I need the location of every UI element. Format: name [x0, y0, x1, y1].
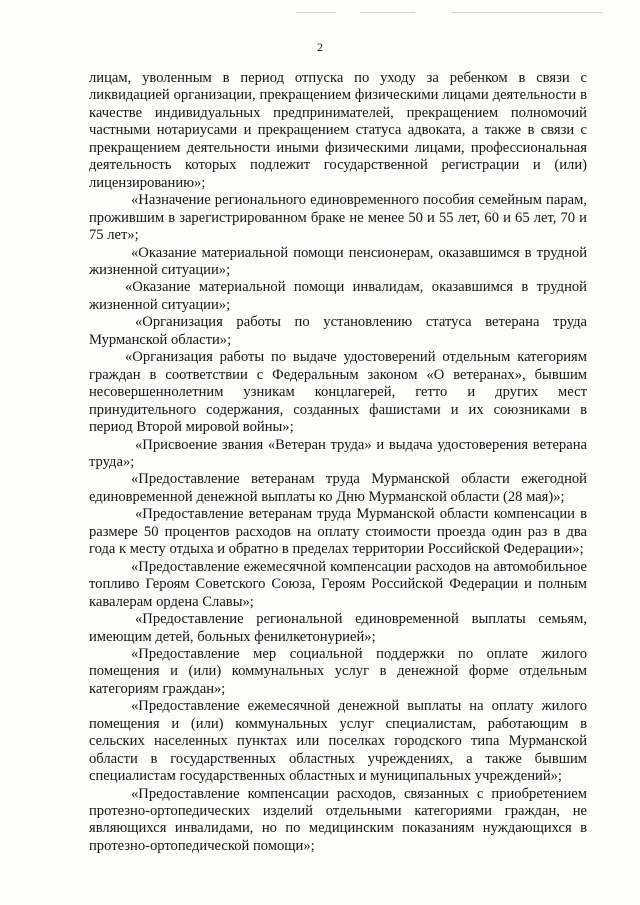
- paragraph-pku-payment: «Предоставление региональной единовременной выплаты семьям, имеющим детей, больных фенилкетонурией»;: [89, 611, 587, 645]
- document-body: [89, 70, 587, 855]
- paragraph-continuation: лицам, уволенным в период отпуска по уходу за ребенком в связи с ликвидацией организации, прекращением физическими лицами деятельности в качестве индивидуальных предпринимателей, прекращением полномочий частными нотариусами и прекращением статуса адвоката, а также в связи с прекращением деятельности иными физическими лицами, профессиональная деятельность которых подлежит государственной регистрации и (или) лицензированию»;: [89, 70, 587, 191]
- paragraph-annual-payment: «Предоставление ветеранам труда Мурманской области ежегодной единовременной денежной выплаты ко Дню Мурманской области (28 мая)»;: [89, 471, 587, 505]
- paragraph-pensioner-aid: «Оказание материальной помощи пенсионерам, оказавшимся в трудной жизненной ситуации»;: [89, 244, 587, 278]
- page-number: 2: [317, 40, 323, 54]
- scan-artifact: [296, 12, 336, 13]
- paragraph-prosthetics: «Предоставление компенсации расходов, связанных с приобретением протезно-ортопедических изделий отдельными категориями граждан, не являющихся инвалидами, но по медицинским показаниям нуждающихся в протезно-ортопедической помощи»;: [89, 785, 587, 854]
- paragraph-family-allowance: «Назначение регионального единовременного пособия семейным парам, прожившим в зарегистрированном браке не менее 50 и 55 лет, 60 и 65 лет, 70 и 75 лет»;: [89, 192, 587, 244]
- paragraph-veteran-title: «Присвоение звания «Ветеран труда» и выдача удостоверения ветерана труда»;: [89, 436, 587, 470]
- scan-artifact: [452, 12, 602, 13]
- paragraph-housing-support: «Предоставление мер социальной поддержки по оплате жилого помещения и (или) коммунальных услуг в денежной форме отдельным категориям граждан»;: [89, 645, 587, 697]
- paragraph-veteran-status: «Организация работы по установлению статуса ветерана труда Мурманской области»;: [89, 314, 587, 348]
- paragraph-travel-compensation: «Предоставление ветеранам труда Мурманской области компенсации в размере 50 процентов расходов на оплату стоимости проезда один раз в два года к месту отдыха и обратно в пределах территории Российской Федерации»;: [89, 506, 587, 558]
- paragraph-rural-specialists: «Предоставление ежемесячной денежной выплаты на оплату жилого помещения и (или) коммунальных услуг специалистам, работающим в сельских населенных пунктах или поселках городского типа Мурманской области в государственных областных учреждениях, а также бывшим специалистам государственных областных и муниципальных учреждений»;: [89, 698, 587, 785]
- scan-artifact: [360, 12, 415, 13]
- paragraph-certificates: «Организация работы по выдаче удостоверений отдельным категориям граждан в соответствии с Федеральным законом «О ветеранах», бывшим несовершеннолетним узникам концлагерей, гетто и других мест принудительного содержания, созданных фашистами и их союзниками в период Второй мировой войны»;: [89, 349, 587, 436]
- paragraph-fuel-compensation: «Предоставление ежемесячной компенсации расходов на автомобильное топливо Героям Советского Союза, Героям Российской Федерации и полным кавалерам ордена Славы»;: [89, 558, 587, 610]
- paragraph-disabled-aid: «Оказание материальной помощи инвалидам, оказавшимся в трудной жизненной ситуации»;: [89, 279, 587, 313]
